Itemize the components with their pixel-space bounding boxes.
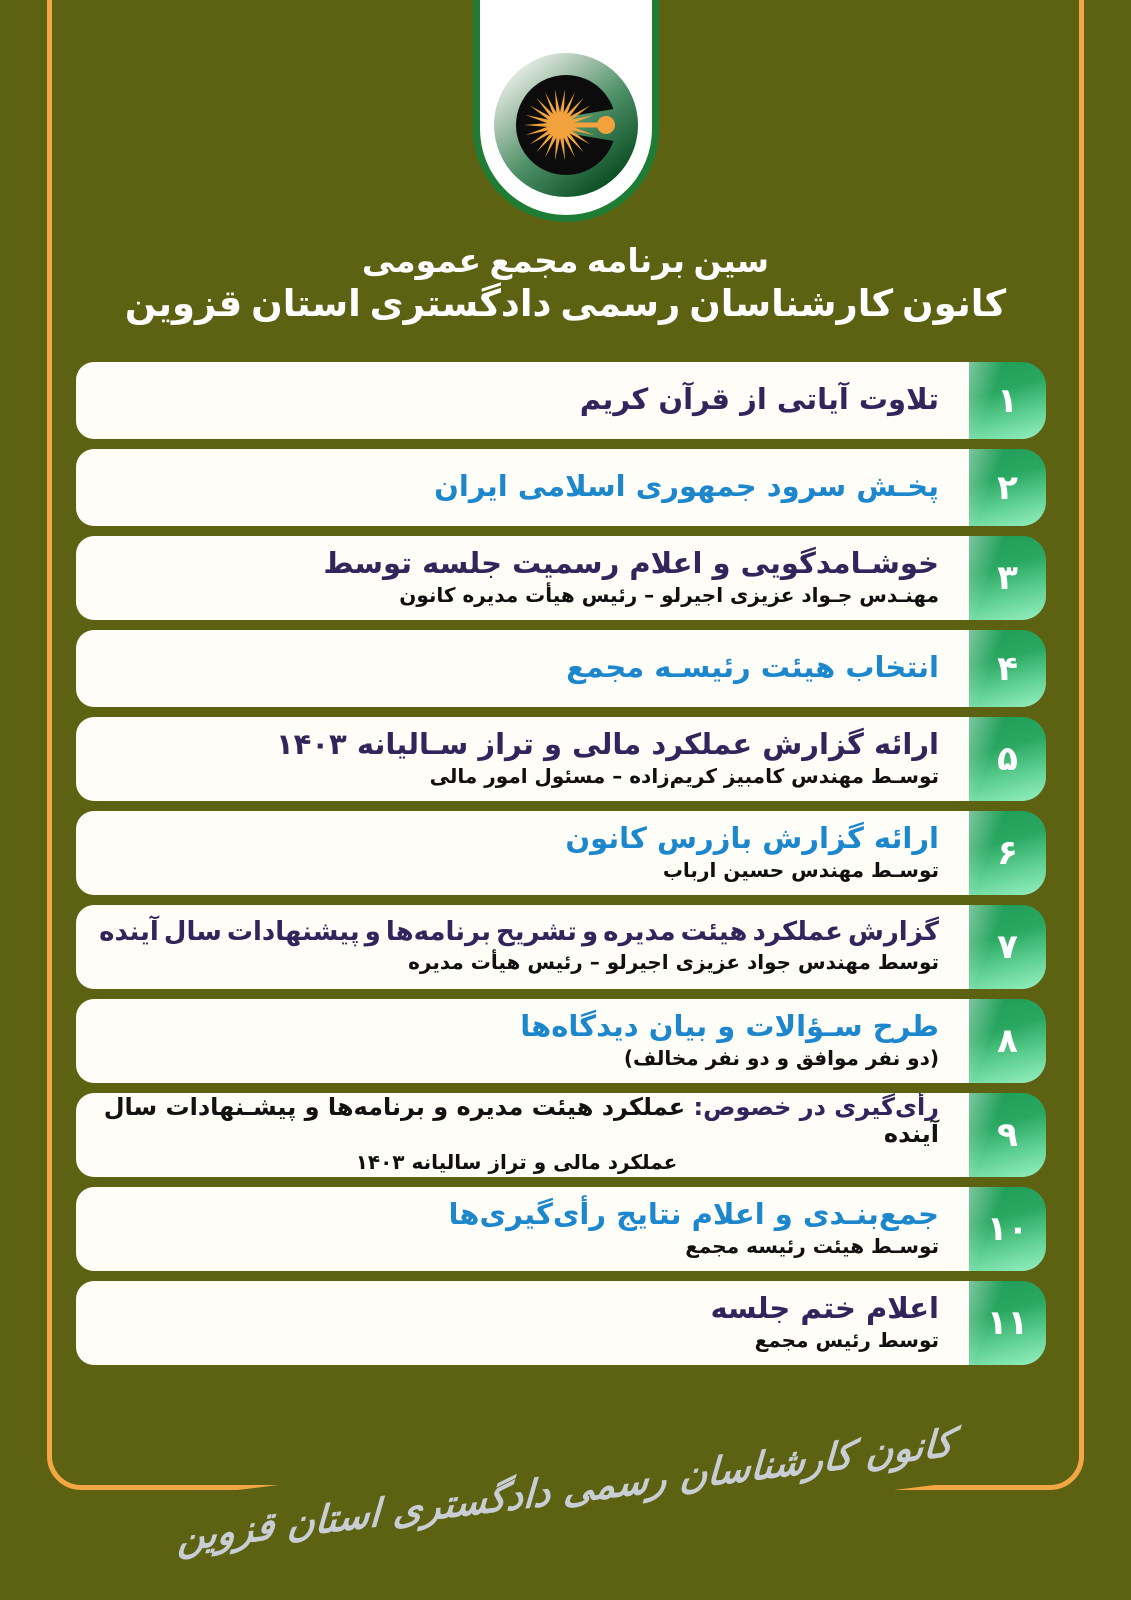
- item-subtitle: مهنـدس جـواد عزیزی اجیرلو – رئیس هیأت مدیره کانون: [399, 582, 939, 607]
- agenda-row: [76, 999, 1046, 1083]
- item-number-badge: [969, 905, 1046, 989]
- item-title: انتخاب هیئت رئیسـه مجمع: [566, 650, 939, 685]
- item-number: ۱۱: [986, 1303, 1029, 1343]
- poster-title: سین برنامه مجمع عمومی: [361, 241, 770, 280]
- item-number-badge: [969, 717, 1046, 801]
- item-card: [76, 999, 969, 1083]
- item-card: [76, 630, 969, 707]
- item-card: [76, 1093, 969, 1177]
- footer: [0, 1420, 1131, 1560]
- item-number: ۷: [997, 927, 1018, 967]
- item-number-badge: [969, 630, 1046, 707]
- item-number: ۱: [997, 380, 1018, 421]
- item-title: جمع‌بنـدی و اعلام نتایج رأی‌گیری‌ها: [448, 1197, 939, 1232]
- item-title: ارائه گزارش بازرس کانون: [565, 821, 939, 856]
- item-number-badge: [969, 1093, 1046, 1177]
- item-card: [76, 362, 969, 439]
- agenda-row: [76, 717, 1046, 801]
- item-subtitle: توسـط هیئت رئیسه مجمع: [685, 1233, 939, 1258]
- item-subtitle: توسط مهندس جواد عزیزی اجیرلو – رئیس هیأت مدیره: [408, 950, 939, 975]
- item-subtitle: توسط رئیس مجمع: [754, 1327, 939, 1352]
- item-title: گزارش عملکرد هیئت مدیره و تشریح برنامه‌ها و پیشنهادات سال آینده: [99, 916, 939, 947]
- agenda-row: [76, 362, 1046, 439]
- item-number: ۹: [997, 1115, 1018, 1155]
- item-subtitle: عملکرد مالی و تراز سالیانه ۱۴۰۳: [355, 1150, 678, 1175]
- item-title: ارائه گزارش عملکرد مالی و تراز سـالیانه ۱۴۰۳: [275, 727, 939, 762]
- item-card: [76, 1187, 969, 1271]
- item-subtitle: توسـط مهندس حسین ارباب: [662, 857, 939, 882]
- agenda-row: [76, 449, 1046, 526]
- item-title-lead: رأی‌گیری در خصوص:: [685, 1093, 939, 1121]
- item-card: [76, 449, 969, 526]
- agenda-row: [76, 1093, 1046, 1177]
- item-card: [76, 536, 969, 620]
- item-title: اعلام ختم جلسه: [710, 1291, 939, 1326]
- agenda-row: [76, 905, 1046, 989]
- agenda-row: [76, 1187, 1046, 1271]
- agenda-row: [76, 630, 1046, 707]
- item-number-badge: [969, 362, 1046, 439]
- item-title: تلاوت آیاتی از قرآن کریم: [579, 382, 939, 417]
- item-title: پخـش سرود جمهوری اسلامی ایران: [434, 469, 939, 504]
- item-title: خوشـامدگویی و اعلام رسمیت جلسه توسط: [323, 546, 939, 581]
- footer-signature-calligraphy: کانون کارشناسان رسمی دادگستری استان قزوین: [142, 1398, 989, 1583]
- item-number: ۸: [997, 1021, 1018, 1061]
- item-number-badge: [969, 1187, 1046, 1271]
- item-subtitle: (دو نفر موافق و دو نفر مخالف): [623, 1045, 939, 1070]
- item-number: ۴: [997, 648, 1018, 689]
- item-number: ۵: [997, 739, 1018, 779]
- item-subtitle: توسـط مهندس کامبیز کریم‌زاده – مسئول امور مالی: [429, 763, 939, 788]
- item-number-badge: [969, 536, 1046, 620]
- item-number: ۳: [997, 558, 1018, 598]
- sunburst-compass-logo-icon: [490, 49, 642, 201]
- item-title: طرح سـؤالات و بیان دیدگاه‌ها: [520, 1009, 939, 1044]
- item-number: ۲: [997, 467, 1018, 508]
- item-card: [76, 811, 969, 895]
- item-title: رأی‌گیری در خصوص: عملکرد هیئت مدیره و برنامه‌ها و پیشـنهادات سال آینده: [103, 1093, 939, 1148]
- agenda-list: [76, 362, 1046, 1365]
- item-number: ۶: [997, 833, 1018, 873]
- logo-ribbon: [473, 0, 659, 222]
- agenda-row: [76, 1281, 1046, 1365]
- item-card: [76, 717, 969, 801]
- item-number-badge: [969, 449, 1046, 526]
- item-card: [76, 1281, 969, 1365]
- item-number-badge: [969, 999, 1046, 1083]
- agenda-row: [76, 811, 1046, 895]
- item-card: [76, 905, 969, 989]
- item-number: ۱۰: [986, 1209, 1029, 1249]
- item-number-badge: [969, 811, 1046, 895]
- poster-subtitle: کانون کارشناسان رسمی دادگستری استان قزوین: [124, 282, 1007, 326]
- poster-header: [0, 240, 1131, 328]
- item-number-badge: [969, 1281, 1046, 1365]
- agenda-row: [76, 536, 1046, 620]
